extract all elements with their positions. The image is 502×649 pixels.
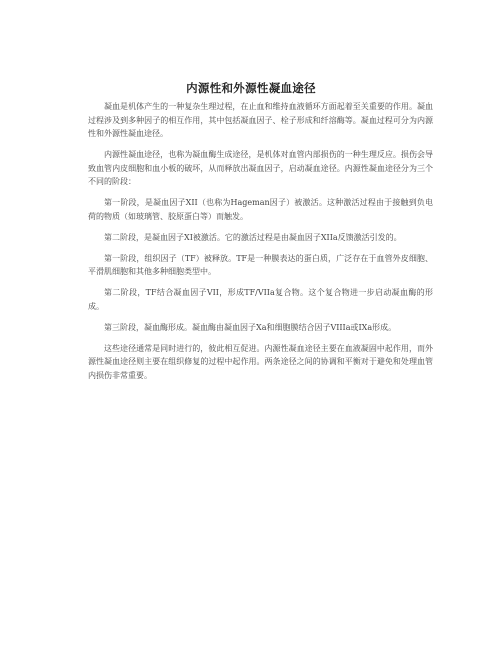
paragraph-stage-1-tissue-factor: 第一阶段，组织因子（TF）被释放。TF是一种膜表达的蛋白质，广泛存在于血管外皮细胞、平滑肌细胞和其他多种细胞类型中。 [88,253,433,276]
document-title: 内源性和外源性凝血途径 [186,81,316,95]
paragraph-intrinsic-pathway: 内源性凝血途径，也称为凝血酶生成途径，是机体对血管内部损伤的一种生理反应。损伤会导致血管内皮细胞和血小板的破坏，从而释放出凝血因子，启动凝血途径。内源性凝血途径分为三个不同的阶段： [88,150,433,186]
paragraph-intro: 凝血是机体产生的一种复杂生理过程，在止血和维持血液循环方面起着至关重要的作用。凝血过程涉及到多种因子的相互作用，其中包括凝血因子、栓子形成和纤溶酶等。凝血过程可分为内源性和外源性凝血途径。 [88,102,433,138]
document-body [88,100,433,390]
paragraph-stage-2-tf-viia: 第二阶段，TF结合凝血因子VII，形成TF/VIIa复合物。这个复合物进一步启动凝血酶的形成。 [88,288,433,311]
paragraph-stage-3-thrombin: 第三阶段，凝血酶形成。凝血酶由凝血因子Xa和细胞膜结合因子VIIIa或IXa形成。 [104,322,397,332]
paragraph-conclusion: 这些途径通常是同时进行的，彼此相互促进。内源性凝血途径主要在血液凝固中起作用，而外源性凝血途径则主要在组织修复的过程中起作用。两条途径之间的协调和平衡对于避免和处理血管内损伤非常重要。 [88,343,433,380]
paragraph-stage-2-factor-xi: 第二阶段，是凝血因子XI被激活。它的激活过程是由凝血因子XIIa反馈激活引发的。 [104,232,402,242]
paragraph-stage-1-factor-xii: 第一阶段，是凝血因子XII（也称为Hageman因子）被激活。这种激活过程由于接触到负电荷的物质（如玻璃管、胶原蛋白等）而触发。 [88,198,433,221]
